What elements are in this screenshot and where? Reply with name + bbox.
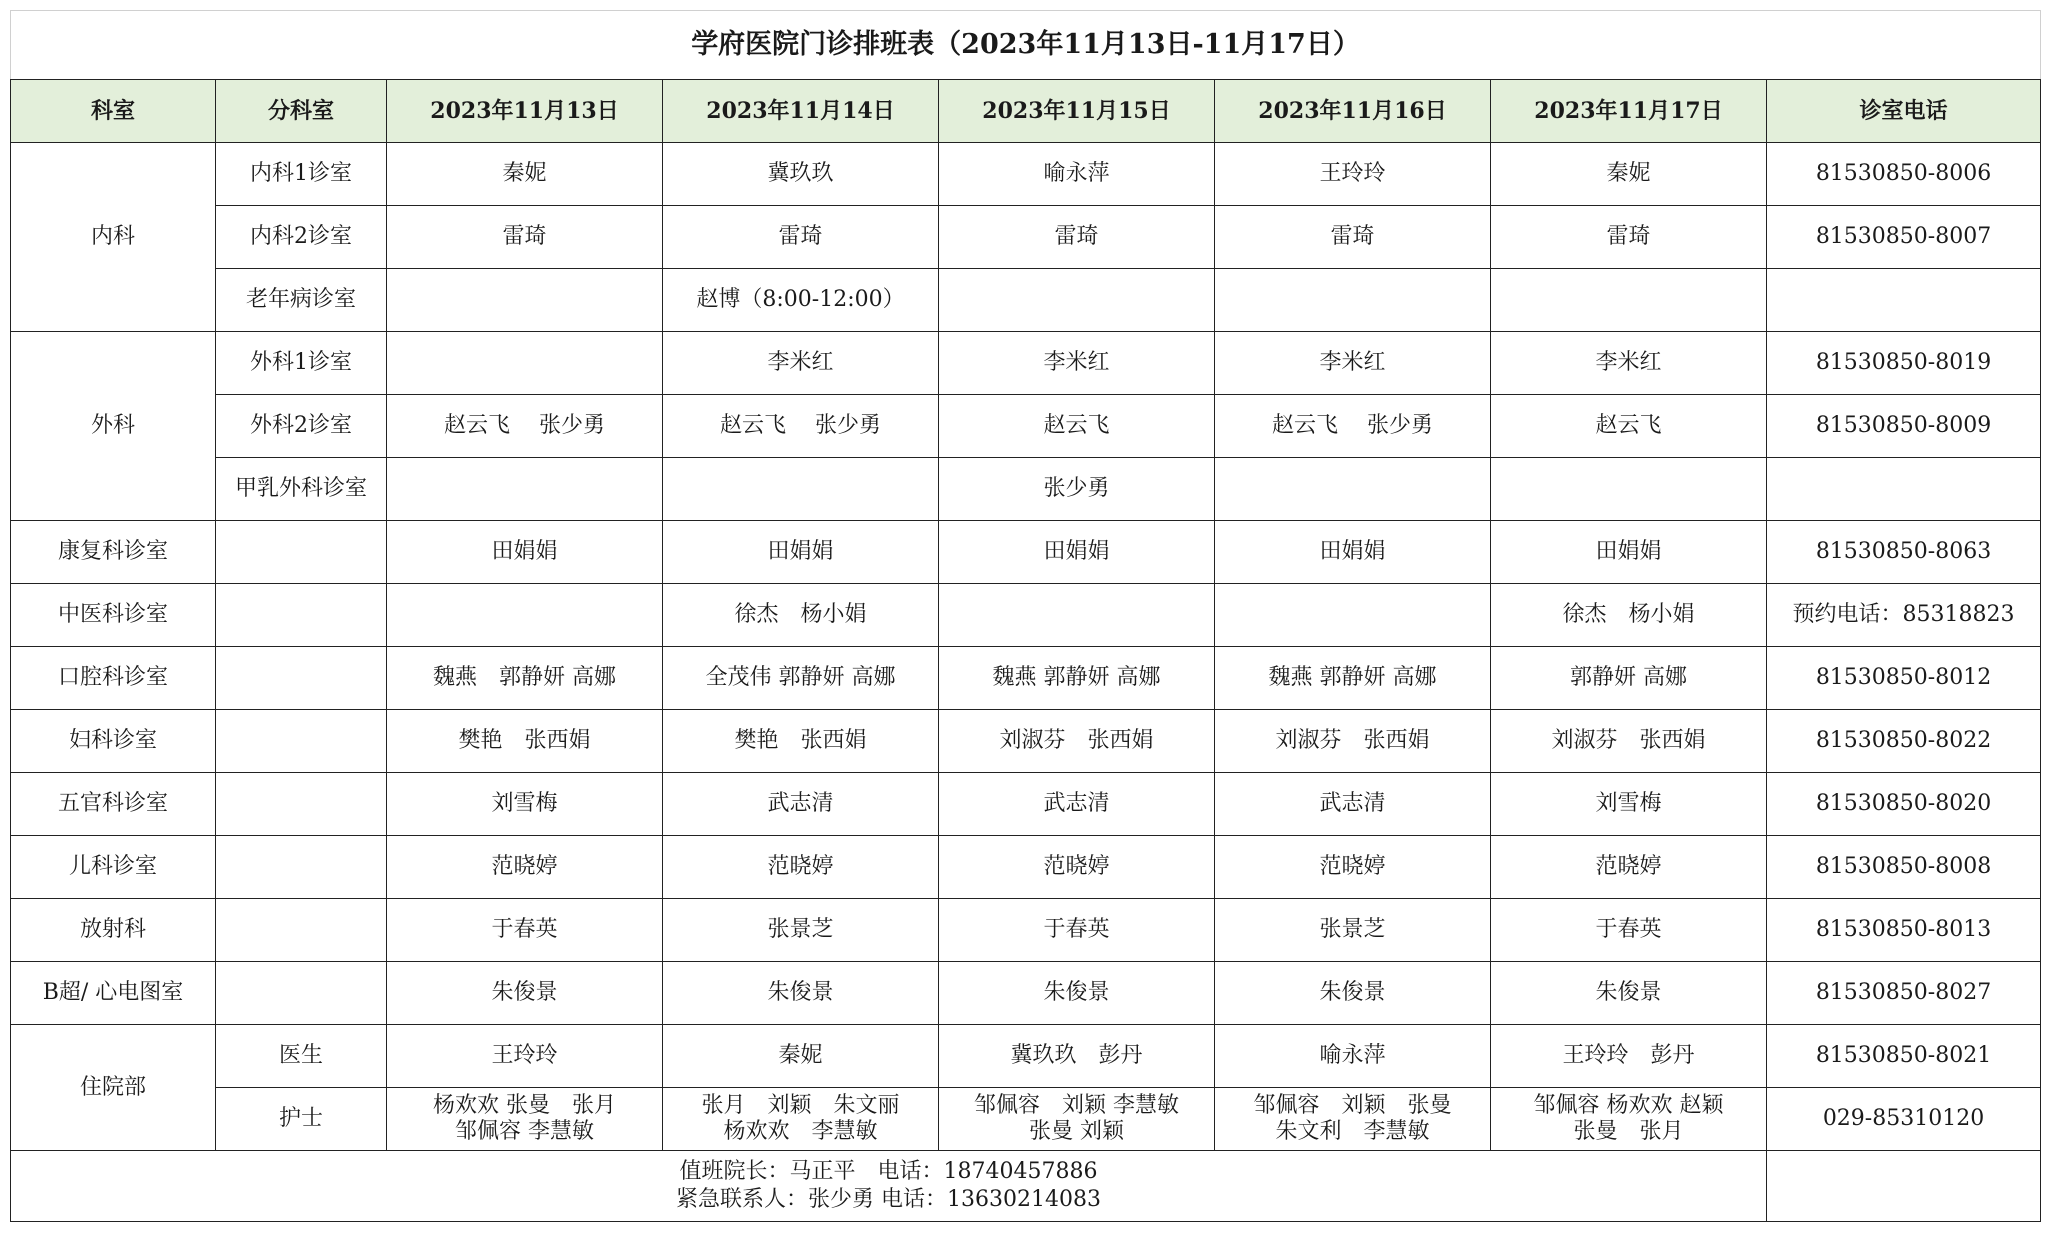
subdept-cell: 医生 xyxy=(216,1025,387,1088)
subdept-cell xyxy=(216,584,387,647)
schedule-cell: 魏燕 郭静妍 高娜 xyxy=(387,647,663,710)
phone-cell: 81530850-8022 xyxy=(1767,710,2041,773)
table-row xyxy=(11,647,2041,710)
schedule-cell xyxy=(939,1088,1215,1151)
schedule-cell: 刘淑芬 张西娟 xyxy=(1491,710,1767,773)
subdept-cell xyxy=(216,647,387,710)
nurse-line: 邹佩容 李慧敏 xyxy=(455,1119,594,1144)
schedule-cell: 于春英 xyxy=(1491,899,1767,962)
nurse-line: 邹佩容 刘颖 张曼 xyxy=(1253,1093,1452,1118)
subdept-cell: 内科2诊室 xyxy=(216,206,387,269)
schedule-cell: 武志清 xyxy=(663,773,939,836)
schedule-cell: 王玲玲 xyxy=(1215,143,1491,206)
schedule-cell: 范晓婷 xyxy=(1215,836,1491,899)
schedule-cell: 刘淑芬 张西娟 xyxy=(1215,710,1491,773)
schedule-cell: 雷琦 xyxy=(663,206,939,269)
phone-cell: 029-85310120 xyxy=(1767,1088,2041,1151)
schedule-cell: 张景芝 xyxy=(1215,899,1491,962)
dept-cell: B超/ 心电图室 xyxy=(11,962,216,1025)
table-row xyxy=(11,710,2041,773)
schedule-cell: 田娟娟 xyxy=(663,521,939,584)
schedule-cell: 田娟娟 xyxy=(1491,521,1767,584)
schedule-cell: 赵云飞 xyxy=(1491,395,1767,458)
phone-cell: 81530850-8008 xyxy=(1767,836,2041,899)
schedule-cell xyxy=(939,269,1215,332)
header-row xyxy=(11,80,2041,143)
dept-cell: 妇科诊室 xyxy=(11,710,216,773)
subdept-cell: 甲乳外科诊室 xyxy=(216,458,387,521)
phone-cell: 81530850-8021 xyxy=(1767,1025,2041,1088)
schedule-cell: 朱俊景 xyxy=(387,962,663,1025)
subdept-cell xyxy=(216,710,387,773)
schedule-cell: 冀玖玖 xyxy=(663,143,939,206)
phone-cell: 81530850-8006 xyxy=(1767,143,2041,206)
table-row xyxy=(11,836,2041,899)
nurse-line: 邹佩容 刘颖 李慧敏 xyxy=(974,1093,1179,1118)
schedule-cell xyxy=(387,584,663,647)
table-row xyxy=(11,773,2041,836)
phone-cell: 81530850-8027 xyxy=(1767,962,2041,1025)
subdept-cell xyxy=(216,773,387,836)
subdept-cell: 护士 xyxy=(216,1088,387,1151)
schedule-cell: 冀玖玖 彭丹 xyxy=(939,1025,1215,1088)
footer-empty-cell xyxy=(1767,1151,2041,1222)
table-row xyxy=(11,269,2041,332)
subdept-cell: 老年病诊室 xyxy=(216,269,387,332)
phone-cell: 81530850-8012 xyxy=(1767,647,2041,710)
dept-cell-zhuyuan: 住院部 xyxy=(11,1025,216,1151)
dept-cell: 放射科 xyxy=(11,899,216,962)
schedule-cell: 武志清 xyxy=(1215,773,1491,836)
schedule-cell: 朱俊景 xyxy=(1215,962,1491,1025)
phone-cell: 预约电话：85318823 xyxy=(1767,584,2041,647)
subdept-cell xyxy=(216,521,387,584)
subdept-cell: 外科2诊室 xyxy=(216,395,387,458)
schedule-cell: 朱俊景 xyxy=(1491,962,1767,1025)
schedule-cell: 赵博（8:00-12:00） xyxy=(663,269,939,332)
dept-cell: 儿科诊室 xyxy=(11,836,216,899)
nurse-line: 杨欢欢 张曼 张月 xyxy=(433,1093,616,1118)
schedule-cell: 于春英 xyxy=(939,899,1215,962)
schedule-cell: 赵云飞 张少勇 xyxy=(1215,395,1491,458)
schedule-cell: 范晓婷 xyxy=(663,836,939,899)
table-row xyxy=(11,395,2041,458)
schedule-cell xyxy=(1491,1088,1767,1151)
schedule-cell: 范晓婷 xyxy=(939,836,1215,899)
table-row xyxy=(11,458,2041,521)
header-subdept: 分科室 xyxy=(216,80,387,143)
phone-cell xyxy=(1767,458,2041,521)
table-row xyxy=(11,584,2041,647)
schedule-cell xyxy=(939,584,1215,647)
schedule-cell: 张少勇 xyxy=(939,458,1215,521)
schedule-cell: 樊艳 张西娟 xyxy=(663,710,939,773)
schedule-cell: 张景芝 xyxy=(663,899,939,962)
table-row xyxy=(11,1088,2041,1151)
nurse-line: 张月 刘颖 朱文丽 xyxy=(701,1093,900,1118)
schedule-cell: 秦妮 xyxy=(663,1025,939,1088)
dept-cell: 中医科诊室 xyxy=(11,584,216,647)
schedule-cell: 赵云飞 张少勇 xyxy=(663,395,939,458)
schedule-cell: 田娟娟 xyxy=(1215,521,1491,584)
schedule-cell: 樊艳 张西娟 xyxy=(387,710,663,773)
schedule-cell: 田娟娟 xyxy=(387,521,663,584)
table-row xyxy=(11,962,2041,1025)
schedule-cell: 王玲玲 xyxy=(387,1025,663,1088)
schedule-cell xyxy=(1215,269,1491,332)
nurse-line: 杨欢欢 李慧敏 xyxy=(723,1119,878,1144)
header-date-1: 2023年11月13日 xyxy=(387,80,663,143)
schedule-cell: 郭静妍 高娜 xyxy=(1491,647,1767,710)
schedule-cell: 李米红 xyxy=(663,332,939,395)
nurse-line: 张曼 张月 xyxy=(1573,1119,1684,1144)
schedule-cell: 王玲玲 彭丹 xyxy=(1491,1025,1767,1088)
schedule-cell xyxy=(1491,269,1767,332)
schedule-cell: 范晓婷 xyxy=(387,836,663,899)
schedule-cell: 朱俊景 xyxy=(663,962,939,1025)
subdept-cell: 外科1诊室 xyxy=(216,332,387,395)
phone-cell: 81530850-8020 xyxy=(1767,773,2041,836)
dept-cell-waike: 外科 xyxy=(11,332,216,521)
schedule-cell: 李米红 xyxy=(1491,332,1767,395)
phone-cell: 81530850-8007 xyxy=(1767,206,2041,269)
schedule-cell xyxy=(1215,1088,1491,1151)
nurse-line: 邹佩容 杨欢欢 赵颖 xyxy=(1533,1093,1724,1118)
header-phone: 诊室电话 xyxy=(1767,80,2041,143)
schedule-cell: 李米红 xyxy=(1215,332,1491,395)
schedule-cell: 李米红 xyxy=(939,332,1215,395)
schedule-cell: 于春英 xyxy=(387,899,663,962)
footer-row xyxy=(11,1151,2041,1222)
schedule-cell: 徐杰 杨小娟 xyxy=(1491,584,1767,647)
header-date-5: 2023年11月17日 xyxy=(1491,80,1767,143)
schedule-cell: 魏燕 郭静妍 高娜 xyxy=(1215,647,1491,710)
table-row xyxy=(11,1025,2041,1088)
header-date-2: 2023年11月14日 xyxy=(663,80,939,143)
schedule-cell xyxy=(387,1088,663,1151)
phone-cell: 81530850-8009 xyxy=(1767,395,2041,458)
schedule-cell: 田娟娟 xyxy=(939,521,1215,584)
schedule-cell: 范晓婷 xyxy=(1491,836,1767,899)
nurse-line: 朱文利 李慧敏 xyxy=(1275,1119,1430,1144)
schedule-cell xyxy=(663,1088,939,1151)
schedule-cell: 喻永萍 xyxy=(1215,1025,1491,1088)
dept-cell: 五官科诊室 xyxy=(11,773,216,836)
schedule-cell: 全茂伟 郭静妍 高娜 xyxy=(663,647,939,710)
schedule-cell xyxy=(1491,458,1767,521)
header-date-3: 2023年11月15日 xyxy=(939,80,1215,143)
schedule-cell: 雷琦 xyxy=(1215,206,1491,269)
schedule-cell: 刘雪梅 xyxy=(1491,773,1767,836)
schedule-cell: 雷琦 xyxy=(939,206,1215,269)
schedule-cell: 秦妮 xyxy=(1491,143,1767,206)
schedule-table xyxy=(10,10,2041,1222)
schedule-cell xyxy=(1215,458,1491,521)
phone-cell: 81530850-8013 xyxy=(1767,899,2041,962)
dept-cell: 口腔科诊室 xyxy=(11,647,216,710)
schedule-cell xyxy=(387,269,663,332)
phone-cell: 81530850-8019 xyxy=(1767,332,2041,395)
table-row xyxy=(11,332,2041,395)
schedule-cell: 徐杰 杨小娟 xyxy=(663,584,939,647)
nurse-line: 张曼 刘颖 xyxy=(1029,1119,1124,1144)
schedule-cell: 朱俊景 xyxy=(939,962,1215,1025)
duty-contact-cell xyxy=(11,1151,1767,1222)
schedule-cell: 武志清 xyxy=(939,773,1215,836)
schedule-cell xyxy=(387,332,663,395)
schedule-cell: 秦妮 xyxy=(387,143,663,206)
table-row xyxy=(11,143,2041,206)
schedule-cell xyxy=(663,458,939,521)
table-row xyxy=(11,521,2041,584)
schedule-cell: 魏燕 郭静妍 高娜 xyxy=(939,647,1215,710)
subdept-cell xyxy=(216,899,387,962)
subdept-cell xyxy=(216,962,387,1025)
schedule-cell xyxy=(387,458,663,521)
schedule-cell: 赵云飞 xyxy=(939,395,1215,458)
schedule-cell xyxy=(1215,584,1491,647)
schedule-cell: 刘淑芬 张西娟 xyxy=(939,710,1215,773)
subdept-cell: 内科1诊室 xyxy=(216,143,387,206)
emergency-contact-line: 紧急联系人：张少勇 电话：13630214083 xyxy=(676,1187,1101,1212)
phone-cell xyxy=(1767,269,2041,332)
subdept-cell xyxy=(216,836,387,899)
header-dept: 科室 xyxy=(11,80,216,143)
table-row xyxy=(11,899,2041,962)
page-title: 学府医院门诊排班表（2023年11月13日-11月17日） xyxy=(11,11,2041,80)
schedule-cell: 刘雪梅 xyxy=(387,773,663,836)
schedule-cell: 喻永萍 xyxy=(939,143,1215,206)
header-date-4: 2023年11月16日 xyxy=(1215,80,1491,143)
phone-cell: 81530850-8063 xyxy=(1767,521,2041,584)
schedule-cell: 雷琦 xyxy=(387,206,663,269)
dept-cell-neike: 内科 xyxy=(11,143,216,332)
table-row xyxy=(11,206,2041,269)
duty-director-line: 值班院长：马正平 电话：18740457886 xyxy=(679,1159,1098,1184)
schedule-cell: 赵云飞 张少勇 xyxy=(387,395,663,458)
schedule-cell: 雷琦 xyxy=(1491,206,1767,269)
dept-cell: 康复科诊室 xyxy=(11,521,216,584)
